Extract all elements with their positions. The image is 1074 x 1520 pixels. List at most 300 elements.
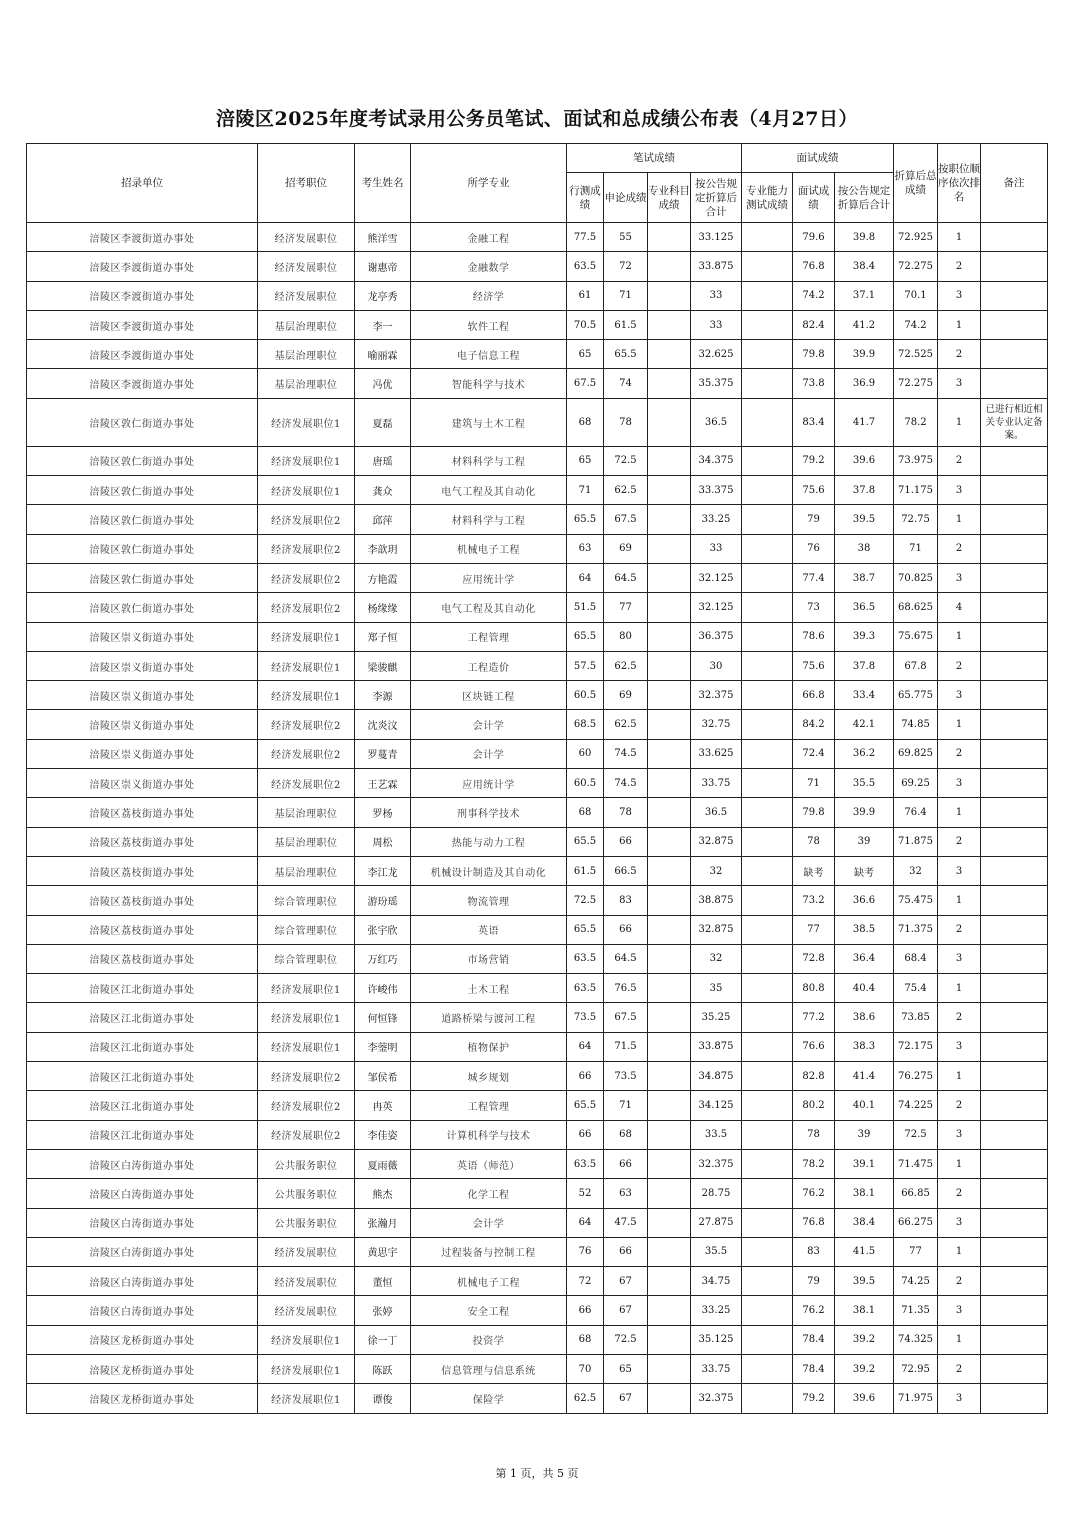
prof-ability-cell bbox=[742, 974, 793, 1003]
shenlun-cell: 63 bbox=[604, 1179, 648, 1208]
note-cell bbox=[981, 886, 1048, 915]
xingce-cell: 68 bbox=[567, 1325, 604, 1354]
prof-ability-cell bbox=[742, 710, 793, 739]
note-cell bbox=[981, 1208, 1048, 1237]
shenlun-cell: 64.5 bbox=[604, 563, 648, 592]
name-cell: 邱萍 bbox=[355, 505, 411, 534]
interview-total-cell: 38.4 bbox=[835, 1208, 894, 1237]
table-row bbox=[27, 886, 1048, 915]
total-cell: 71.975 bbox=[894, 1384, 938, 1413]
note-cell bbox=[981, 710, 1048, 739]
major-cell: 会计学 bbox=[411, 739, 567, 768]
note-cell bbox=[981, 739, 1048, 768]
total-cell: 72.525 bbox=[894, 340, 938, 369]
note-cell bbox=[981, 681, 1048, 710]
prof-ability-cell bbox=[742, 1208, 793, 1237]
interview-cell: 78 bbox=[793, 1120, 835, 1149]
unit-cell: 涪陵区荔枝街道办事处 bbox=[27, 856, 258, 885]
written-total-cell: 28.75 bbox=[691, 1179, 742, 1208]
written-total-cell: 36.375 bbox=[691, 622, 742, 651]
written-total-cell: 32 bbox=[691, 856, 742, 885]
total-cell: 71.35 bbox=[894, 1296, 938, 1325]
interview-total-cell: 41.7 bbox=[835, 398, 894, 446]
name-cell: 冯优 bbox=[355, 369, 411, 398]
name-cell: 罗杨 bbox=[355, 798, 411, 827]
total-cell: 67.8 bbox=[894, 651, 938, 680]
table-row bbox=[27, 651, 1048, 680]
total-cell: 69.825 bbox=[894, 739, 938, 768]
shenlun-cell: 67.5 bbox=[604, 505, 648, 534]
major-cell: 投资学 bbox=[411, 1325, 567, 1354]
total-cell: 71.175 bbox=[894, 476, 938, 505]
table-row bbox=[27, 1325, 1048, 1354]
header-note: 备注 bbox=[981, 144, 1048, 223]
interview-cell: 79.6 bbox=[793, 223, 835, 252]
total-cell: 74.2 bbox=[894, 310, 938, 339]
rank-cell: 1 bbox=[938, 1325, 981, 1354]
name-cell: 李歆玥 bbox=[355, 534, 411, 563]
total-cell: 74.225 bbox=[894, 1091, 938, 1120]
note-cell bbox=[981, 622, 1048, 651]
position-cell: 经济发展职位 bbox=[258, 223, 355, 252]
note-cell bbox=[981, 534, 1048, 563]
name-cell: 游玢瑶 bbox=[355, 886, 411, 915]
unit-cell: 涪陵区敦仁街道办事处 bbox=[27, 593, 258, 622]
shenlun-cell: 83 bbox=[604, 886, 648, 915]
prof-subject-cell bbox=[648, 1354, 691, 1383]
interview-total-cell: 39.9 bbox=[835, 798, 894, 827]
major-cell: 金融工程 bbox=[411, 223, 567, 252]
unit-cell: 涪陵区李渡街道办事处 bbox=[27, 223, 258, 252]
note-cell bbox=[981, 974, 1048, 1003]
table-row bbox=[27, 310, 1048, 339]
prof-subject-cell bbox=[648, 252, 691, 281]
interview-cell: 73 bbox=[793, 593, 835, 622]
table-row bbox=[27, 622, 1048, 651]
prof-ability-cell bbox=[742, 1032, 793, 1061]
rank-cell: 1 bbox=[938, 310, 981, 339]
position-cell: 经济发展职位1 bbox=[258, 974, 355, 1003]
shenlun-cell: 67 bbox=[604, 1384, 648, 1413]
shenlun-cell: 72 bbox=[604, 252, 648, 281]
interview-cell: 66.8 bbox=[793, 681, 835, 710]
table-body bbox=[27, 223, 1048, 1414]
unit-cell: 涪陵区敦仁街道办事处 bbox=[27, 446, 258, 475]
shenlun-cell: 74 bbox=[604, 369, 648, 398]
position-cell: 经济发展职位1 bbox=[258, 1354, 355, 1383]
prof-subject-cell bbox=[648, 1032, 691, 1061]
table-row bbox=[27, 1149, 1048, 1178]
major-cell: 物流管理 bbox=[411, 886, 567, 915]
position-cell: 经济发展职位2 bbox=[258, 1062, 355, 1091]
major-cell: 英语 bbox=[411, 915, 567, 944]
major-cell: 热能与动力工程 bbox=[411, 827, 567, 856]
prof-subject-cell bbox=[648, 622, 691, 651]
prof-subject-cell bbox=[648, 1237, 691, 1266]
name-cell: 周松 bbox=[355, 827, 411, 856]
interview-total-cell: 35.5 bbox=[835, 769, 894, 798]
name-cell: 李一 bbox=[355, 310, 411, 339]
name-cell: 龚众 bbox=[355, 476, 411, 505]
header-unit: 招录单位 bbox=[27, 144, 258, 223]
unit-cell: 涪陵区白涛街道办事处 bbox=[27, 1267, 258, 1296]
written-total-cell: 33.875 bbox=[691, 1032, 742, 1061]
note-cell bbox=[981, 856, 1048, 885]
interview-cell: 75.6 bbox=[793, 476, 835, 505]
written-total-cell: 32.125 bbox=[691, 593, 742, 622]
total-cell: 72.925 bbox=[894, 223, 938, 252]
xingce-cell: 65 bbox=[567, 446, 604, 475]
position-cell: 经济发展职位2 bbox=[258, 710, 355, 739]
interview-total-cell: 33.4 bbox=[835, 681, 894, 710]
total-cell: 78.2 bbox=[894, 398, 938, 446]
xingce-cell: 68 bbox=[567, 398, 604, 446]
interview-total-cell: 37.8 bbox=[835, 651, 894, 680]
shenlun-cell: 65 bbox=[604, 1354, 648, 1383]
position-cell: 经济发展职位1 bbox=[258, 476, 355, 505]
prof-ability-cell bbox=[742, 798, 793, 827]
xingce-cell: 68 bbox=[567, 798, 604, 827]
interview-total-cell: 38.4 bbox=[835, 252, 894, 281]
unit-cell: 涪陵区江北街道办事处 bbox=[27, 1003, 258, 1032]
interview-cell: 79.8 bbox=[793, 340, 835, 369]
prof-ability-cell bbox=[742, 1267, 793, 1296]
prof-subject-cell bbox=[648, 974, 691, 1003]
shenlun-cell: 80 bbox=[604, 622, 648, 651]
prof-subject-cell bbox=[648, 1149, 691, 1178]
rank-cell: 2 bbox=[938, 1354, 981, 1383]
shenlun-cell: 66 bbox=[604, 915, 648, 944]
unit-cell: 涪陵区荔枝街道办事处 bbox=[27, 827, 258, 856]
shenlun-cell: 65.5 bbox=[604, 340, 648, 369]
xingce-cell: 71 bbox=[567, 476, 604, 505]
page-title: 涪陵区2025年度考试录用公务员笔试、面试和总成绩公布表（4月27日） bbox=[215, 108, 859, 130]
prof-ability-cell bbox=[742, 1091, 793, 1120]
table-row bbox=[27, 944, 1048, 973]
unit-cell: 涪陵区李渡街道办事处 bbox=[27, 340, 258, 369]
position-cell: 公共服务职位 bbox=[258, 1179, 355, 1208]
major-cell: 计算机科学与技术 bbox=[411, 1120, 567, 1149]
interview-cell: 75.6 bbox=[793, 651, 835, 680]
note-cell bbox=[981, 1325, 1048, 1354]
prof-subject-cell bbox=[648, 827, 691, 856]
shenlun-cell: 66.5 bbox=[604, 856, 648, 885]
xingce-cell: 70.5 bbox=[567, 310, 604, 339]
shenlun-cell: 67 bbox=[604, 1267, 648, 1296]
total-cell: 72.75 bbox=[894, 505, 938, 534]
rank-cell: 3 bbox=[938, 1032, 981, 1061]
header-interview: 面试成绩 bbox=[793, 173, 835, 223]
prof-subject-cell bbox=[648, 1267, 691, 1296]
shenlun-cell: 73.5 bbox=[604, 1062, 648, 1091]
rank-cell: 2 bbox=[938, 827, 981, 856]
total-cell: 32 bbox=[894, 856, 938, 885]
interview-total-cell: 37.8 bbox=[835, 476, 894, 505]
unit-cell: 涪陵区崇义街道办事处 bbox=[27, 681, 258, 710]
table-row bbox=[27, 1120, 1048, 1149]
interview-cell: 82.4 bbox=[793, 310, 835, 339]
shenlun-cell: 66 bbox=[604, 1149, 648, 1178]
name-cell: 喻丽霖 bbox=[355, 340, 411, 369]
note-cell bbox=[981, 310, 1048, 339]
header-xingce: 行测成绩 bbox=[567, 173, 604, 223]
unit-cell: 涪陵区敦仁街道办事处 bbox=[27, 505, 258, 534]
unit-cell: 涪陵区龙桥街道办事处 bbox=[27, 1325, 258, 1354]
interview-cell: 71 bbox=[793, 769, 835, 798]
interview-cell: 76.2 bbox=[793, 1179, 835, 1208]
name-cell: 方艳霞 bbox=[355, 563, 411, 592]
major-cell: 信息管理与信息系统 bbox=[411, 1354, 567, 1383]
prof-ability-cell bbox=[742, 1003, 793, 1032]
table-row bbox=[27, 593, 1048, 622]
interview-total-cell: 38 bbox=[835, 534, 894, 563]
prof-ability-cell bbox=[742, 739, 793, 768]
table-row bbox=[27, 1091, 1048, 1120]
shenlun-cell: 71 bbox=[604, 1091, 648, 1120]
prof-ability-cell bbox=[742, 622, 793, 651]
name-cell: 罗蔓青 bbox=[355, 739, 411, 768]
rank-cell: 2 bbox=[938, 340, 981, 369]
xingce-cell: 64 bbox=[567, 1032, 604, 1061]
interview-cell: 72.8 bbox=[793, 944, 835, 973]
unit-cell: 涪陵区敦仁街道办事处 bbox=[27, 534, 258, 563]
shenlun-cell: 74.5 bbox=[604, 769, 648, 798]
written-total-cell: 32.375 bbox=[691, 681, 742, 710]
interview-cell: 76.6 bbox=[793, 1032, 835, 1061]
interview-cell: 72.4 bbox=[793, 739, 835, 768]
interview-total-cell: 38.1 bbox=[835, 1179, 894, 1208]
prof-ability-cell bbox=[742, 886, 793, 915]
major-cell: 会计学 bbox=[411, 710, 567, 739]
unit-cell: 涪陵区李渡街道办事处 bbox=[27, 310, 258, 339]
unit-cell: 涪陵区荔枝街道办事处 bbox=[27, 944, 258, 973]
shenlun-cell: 62.5 bbox=[604, 476, 648, 505]
prof-ability-cell bbox=[742, 1149, 793, 1178]
xingce-cell: 65 bbox=[567, 340, 604, 369]
prof-subject-cell bbox=[648, 798, 691, 827]
rank-cell: 3 bbox=[938, 1296, 981, 1325]
position-cell: 基层治理职位 bbox=[258, 369, 355, 398]
position-cell: 综合管理职位 bbox=[258, 915, 355, 944]
unit-cell: 涪陵区江北街道办事处 bbox=[27, 1032, 258, 1061]
major-cell: 城乡规划 bbox=[411, 1062, 567, 1091]
rank-cell: 3 bbox=[938, 1208, 981, 1237]
position-cell: 基层治理职位 bbox=[258, 856, 355, 885]
table-row bbox=[27, 1062, 1048, 1091]
written-total-cell: 32.125 bbox=[691, 563, 742, 592]
prof-subject-cell bbox=[648, 915, 691, 944]
prof-subject-cell bbox=[648, 398, 691, 446]
name-cell: 沈炎汶 bbox=[355, 710, 411, 739]
prof-ability-cell bbox=[742, 476, 793, 505]
prof-ability-cell bbox=[742, 593, 793, 622]
name-cell: 张宇欣 bbox=[355, 915, 411, 944]
xingce-cell: 66 bbox=[567, 1062, 604, 1091]
position-cell: 经济发展职位2 bbox=[258, 1120, 355, 1149]
position-cell: 经济发展职位 bbox=[258, 252, 355, 281]
note-cell bbox=[981, 476, 1048, 505]
header-interview-total: 按公告规定折算后合计 bbox=[835, 173, 894, 223]
name-cell: 黄思宇 bbox=[355, 1237, 411, 1266]
unit-cell: 涪陵区李渡街道办事处 bbox=[27, 281, 258, 310]
written-total-cell: 33.625 bbox=[691, 739, 742, 768]
position-cell: 经济发展职位2 bbox=[258, 593, 355, 622]
name-cell: 谢惠帝 bbox=[355, 252, 411, 281]
position-cell: 经济发展职位1 bbox=[258, 622, 355, 651]
prof-subject-cell bbox=[648, 223, 691, 252]
table-row bbox=[27, 446, 1048, 475]
interview-cell: 74.2 bbox=[793, 281, 835, 310]
name-cell: 许峻伟 bbox=[355, 974, 411, 1003]
interview-total-cell: 38.5 bbox=[835, 915, 894, 944]
table-row bbox=[27, 974, 1048, 1003]
interview-total-cell: 39.5 bbox=[835, 1267, 894, 1296]
major-cell: 土木工程 bbox=[411, 974, 567, 1003]
prof-subject-cell bbox=[648, 1003, 691, 1032]
interview-cell: 78 bbox=[793, 827, 835, 856]
interview-total-cell: 36.2 bbox=[835, 739, 894, 768]
name-cell: 李蓥明 bbox=[355, 1032, 411, 1061]
rank-cell: 1 bbox=[938, 398, 981, 446]
prof-subject-cell bbox=[648, 886, 691, 915]
interview-cell: 76.8 bbox=[793, 252, 835, 281]
total-cell: 73.85 bbox=[894, 1003, 938, 1032]
shenlun-cell: 67 bbox=[604, 1296, 648, 1325]
shenlun-cell: 67.5 bbox=[604, 1003, 648, 1032]
written-total-cell: 32.625 bbox=[691, 340, 742, 369]
xingce-cell: 65.5 bbox=[567, 827, 604, 856]
prof-ability-cell bbox=[742, 915, 793, 944]
table-row bbox=[27, 1032, 1048, 1061]
name-cell: 夏磊 bbox=[355, 398, 411, 446]
total-cell: 77 bbox=[894, 1237, 938, 1266]
shenlun-cell: 66 bbox=[604, 827, 648, 856]
prof-subject-cell bbox=[648, 944, 691, 973]
shenlun-cell: 78 bbox=[604, 398, 648, 446]
header-total: 折算后总成绩 bbox=[894, 144, 938, 223]
position-cell: 经济发展职位1 bbox=[258, 398, 355, 446]
table-row bbox=[27, 398, 1048, 446]
note-cell bbox=[981, 593, 1048, 622]
shenlun-cell: 69 bbox=[604, 534, 648, 563]
rank-cell: 1 bbox=[938, 1237, 981, 1266]
rank-cell: 3 bbox=[938, 476, 981, 505]
name-cell: 李江龙 bbox=[355, 856, 411, 885]
interview-total-cell: 39.5 bbox=[835, 505, 894, 534]
shenlun-cell: 72.5 bbox=[604, 446, 648, 475]
major-cell: 工程管理 bbox=[411, 1091, 567, 1120]
written-total-cell: 35.375 bbox=[691, 369, 742, 398]
table-row bbox=[27, 534, 1048, 563]
note-cell bbox=[981, 944, 1048, 973]
interview-cell: 79.2 bbox=[793, 1384, 835, 1413]
rank-cell: 3 bbox=[938, 369, 981, 398]
name-cell: 杨缘缘 bbox=[355, 593, 411, 622]
header-interview-group: 面试成绩 bbox=[742, 144, 894, 173]
xingce-cell: 77.5 bbox=[567, 223, 604, 252]
prof-subject-cell bbox=[648, 739, 691, 768]
written-total-cell: 34.75 bbox=[691, 1267, 742, 1296]
xingce-cell: 76 bbox=[567, 1237, 604, 1266]
major-cell: 金融数学 bbox=[411, 252, 567, 281]
position-cell: 经济发展职位 bbox=[258, 1237, 355, 1266]
table-row bbox=[27, 681, 1048, 710]
prof-ability-cell bbox=[742, 769, 793, 798]
prof-subject-cell bbox=[648, 369, 691, 398]
table-row bbox=[27, 1208, 1048, 1237]
written-total-cell: 32.375 bbox=[691, 1149, 742, 1178]
rank-cell: 2 bbox=[938, 651, 981, 680]
major-cell: 市场营销 bbox=[411, 944, 567, 973]
prof-ability-cell bbox=[742, 827, 793, 856]
shenlun-cell: 68 bbox=[604, 1120, 648, 1149]
table-row bbox=[27, 476, 1048, 505]
written-total-cell: 34.875 bbox=[691, 1062, 742, 1091]
position-cell: 经济发展职位2 bbox=[258, 505, 355, 534]
unit-cell: 涪陵区白涛街道办事处 bbox=[27, 1296, 258, 1325]
table-row bbox=[27, 281, 1048, 310]
interview-total-cell: 37.1 bbox=[835, 281, 894, 310]
major-cell: 软件工程 bbox=[411, 310, 567, 339]
note-cell bbox=[981, 252, 1048, 281]
table-row bbox=[27, 1237, 1048, 1266]
xingce-cell: 60 bbox=[567, 739, 604, 768]
xingce-cell: 70 bbox=[567, 1354, 604, 1383]
total-cell: 71.375 bbox=[894, 915, 938, 944]
total-cell: 66.275 bbox=[894, 1208, 938, 1237]
rank-cell: 1 bbox=[938, 886, 981, 915]
position-cell: 经济发展职位1 bbox=[258, 446, 355, 475]
table-row bbox=[27, 769, 1048, 798]
xingce-cell: 65.5 bbox=[567, 622, 604, 651]
table-row bbox=[27, 340, 1048, 369]
major-cell: 保险学 bbox=[411, 1384, 567, 1413]
unit-cell: 涪陵区荔枝街道办事处 bbox=[27, 915, 258, 944]
interview-total-cell: 40.1 bbox=[835, 1091, 894, 1120]
major-cell: 机械设计制造及其自动化 bbox=[411, 856, 567, 885]
major-cell: 材料科学与工程 bbox=[411, 446, 567, 475]
written-total-cell: 33 bbox=[691, 281, 742, 310]
header-major: 所学专业 bbox=[411, 144, 567, 223]
prof-ability-cell bbox=[742, 1179, 793, 1208]
unit-cell: 涪陵区崇义街道办事处 bbox=[27, 622, 258, 651]
note-cell bbox=[981, 369, 1048, 398]
note-cell bbox=[981, 1296, 1048, 1325]
written-total-cell: 33.5 bbox=[691, 1120, 742, 1149]
xingce-cell: 67.5 bbox=[567, 369, 604, 398]
xingce-cell: 64 bbox=[567, 563, 604, 592]
position-cell: 经济发展职位1 bbox=[258, 1384, 355, 1413]
rank-cell: 1 bbox=[938, 505, 981, 534]
name-cell: 王艺霖 bbox=[355, 769, 411, 798]
xingce-cell: 63.5 bbox=[567, 974, 604, 1003]
interview-cell: 80.2 bbox=[793, 1091, 835, 1120]
unit-cell: 涪陵区李渡街道办事处 bbox=[27, 369, 258, 398]
major-cell: 智能科学与技术 bbox=[411, 369, 567, 398]
note-cell bbox=[981, 1354, 1048, 1383]
prof-subject-cell bbox=[648, 1384, 691, 1413]
prof-subject-cell bbox=[648, 281, 691, 310]
prof-subject-cell bbox=[648, 856, 691, 885]
prof-subject-cell bbox=[648, 1208, 691, 1237]
name-cell: 张婷 bbox=[355, 1296, 411, 1325]
prof-subject-cell bbox=[648, 1091, 691, 1120]
total-cell: 76.275 bbox=[894, 1062, 938, 1091]
note-cell bbox=[981, 1032, 1048, 1061]
major-cell: 刑事科学技术 bbox=[411, 798, 567, 827]
interview-total-cell: 36.5 bbox=[835, 593, 894, 622]
xingce-cell: 63.5 bbox=[567, 944, 604, 973]
